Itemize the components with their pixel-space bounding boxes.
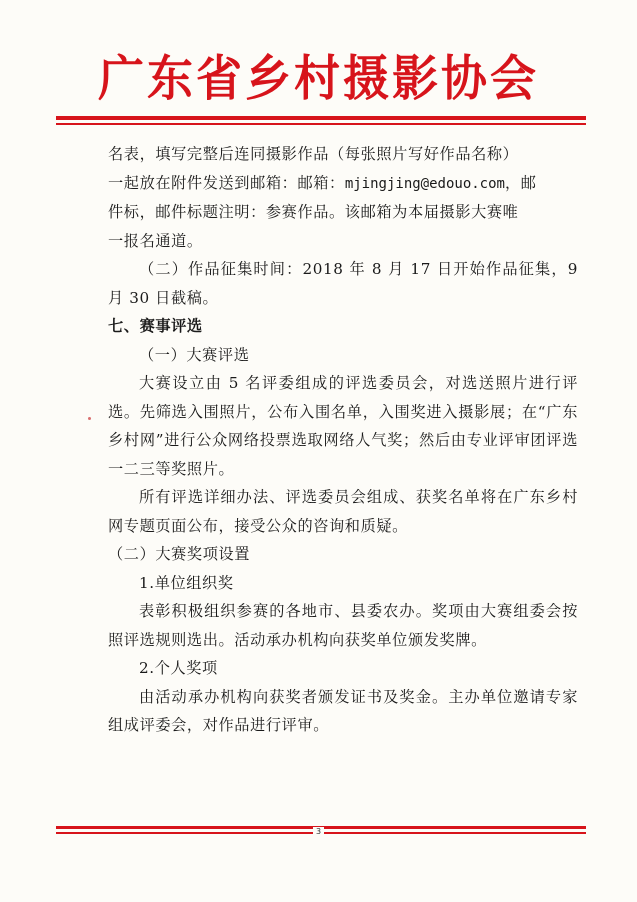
subsection-heading-awards: （二）大赛奖项设置 xyxy=(108,545,251,563)
item-heading-individual-award: 2.个人奖项 xyxy=(139,659,218,677)
evaluation-paragraph: 大赛设立由 5 名评委组成的评选委员会，对选送照片进行评选。先筛选入围照片，公布入围名单，入围奖进入摄影展；在“广东乡村网”进行公众网络投票选取网络人气奖；然后由专业评审团评选一二三等奖照片。 xyxy=(108,374,578,478)
document-body xyxy=(108,140,578,740)
email-address: mjingjing@edouo.com xyxy=(344,175,505,192)
red-speck-mark xyxy=(88,417,91,420)
paragraph-line: 件标，邮件标题注明：参赛作品。该邮箱为本届摄影大赛唯 xyxy=(108,203,519,221)
email-line-suffix: ，邮 xyxy=(504,173,537,192)
organization-award-paragraph: 表彰积极组织参赛的各地市、县委农办。奖项由大赛组委会按照评选规则选出。活动承办机构向获奖单位颁发奖牌。 xyxy=(108,602,578,649)
item-heading-organization-award: 1.单位组织奖 xyxy=(139,573,234,592)
header-rule-thin xyxy=(56,123,586,125)
paragraph-email-line xyxy=(108,169,578,199)
collection-time-paragraph: （二）作品征集时间：2018 年 8 月 17 日开始作品征集，9 月 30 日截稿。 xyxy=(108,260,578,307)
page-number-text: 3 xyxy=(313,827,324,836)
header-rule-thick xyxy=(56,116,586,120)
paragraph-line: 名表，填写完整后连同摄影作品（每张照片写好作品名称） xyxy=(108,145,519,163)
email-line-prefix: 一起放在附件发送到邮箱：邮箱： xyxy=(108,173,345,192)
individual-award-paragraph: 由活动承办机构向获奖者颁发证书及奖金。主办单位邀请专家组成评委会，对作品进行评审。 xyxy=(108,687,578,734)
publication-paragraph: 所有评选详细办法、评选委员会组成、获奖名单将在广东乡村网专题页面公布，接受公众的咨询和质疑。 xyxy=(108,488,578,535)
section-heading-evaluation: 七、赛事评选 xyxy=(108,317,203,335)
subsection-heading-competition-evaluation: （一）大赛评选 xyxy=(139,345,250,364)
letterhead-title: 广东省乡村摄影协会 xyxy=(98,49,539,107)
paragraph-line: 一报名通道。 xyxy=(108,231,203,250)
page-number xyxy=(0,827,637,836)
